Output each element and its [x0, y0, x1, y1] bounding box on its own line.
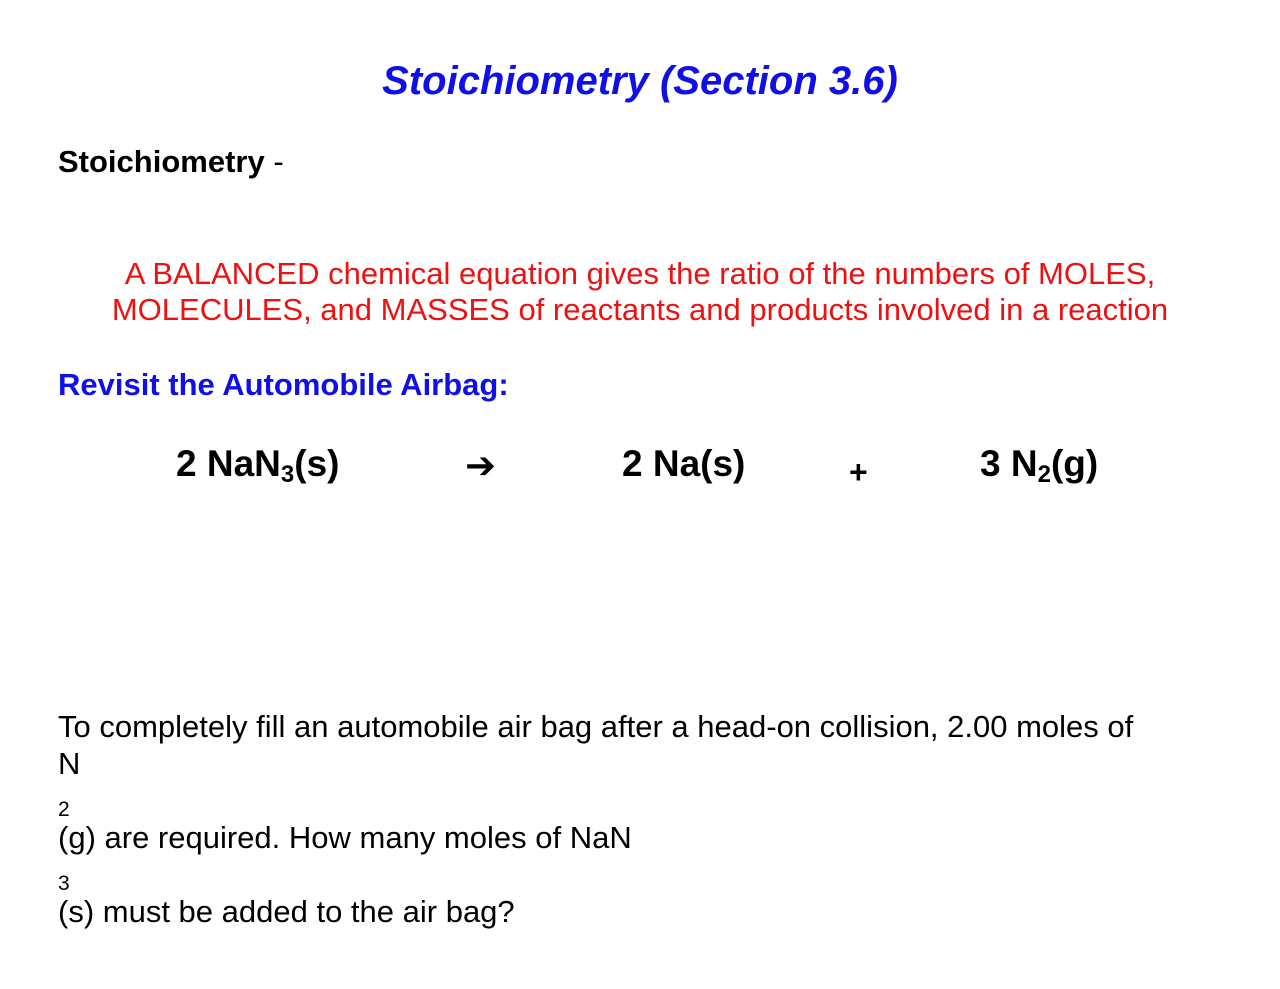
product2-suffix: (g) — [1050, 443, 1099, 484]
definition-dash: - — [273, 144, 284, 179]
question-sub-2: 2 — [58, 798, 70, 821]
equation-product-nitrogen — [980, 442, 1098, 486]
equation-product-sodium: 2 Na(s) — [622, 443, 746, 484]
page-title: Stoichiometry (Section 3.6) — [382, 59, 898, 103]
product2-subscript: 2 — [1037, 461, 1051, 488]
question-middle: (g) are required. How many moles of NaN — [58, 820, 632, 855]
question-line-1: To completely fill an automobile air bag after a head-on collision, 2.00 moles of — [58, 709, 1134, 744]
question-end: (s) must be added to the air bag? — [58, 894, 515, 929]
equation-plus: + — [849, 454, 868, 490]
reactant-subscript: 3 — [280, 461, 295, 488]
product2-prefix: 3 N — [980, 443, 1038, 484]
question-n: N — [58, 746, 81, 781]
question-line-2 — [58, 745, 1238, 930]
note-line-1: A BALANCED chemical equation gives the ratio of the numbers of MOLES, — [124, 256, 1156, 291]
definition-line — [58, 143, 284, 181]
subheading: Revisit the Automobile Airbag: — [58, 367, 509, 402]
note-line-2: MOLECULES, and MASSES of reactants and products involved in a reaction — [111, 292, 1169, 327]
airbag-question — [58, 708, 1238, 930]
question-sub-3: 3 — [58, 872, 70, 895]
equation-reactant — [176, 442, 339, 486]
definition-term: Stoichiometry — [58, 144, 265, 179]
reaction-arrow-icon: ➔ — [465, 445, 497, 486]
reactant-suffix: (s) — [294, 443, 340, 484]
reactant-prefix: 2 NaN — [176, 443, 281, 484]
balanced-equation-note — [0, 256, 1280, 328]
